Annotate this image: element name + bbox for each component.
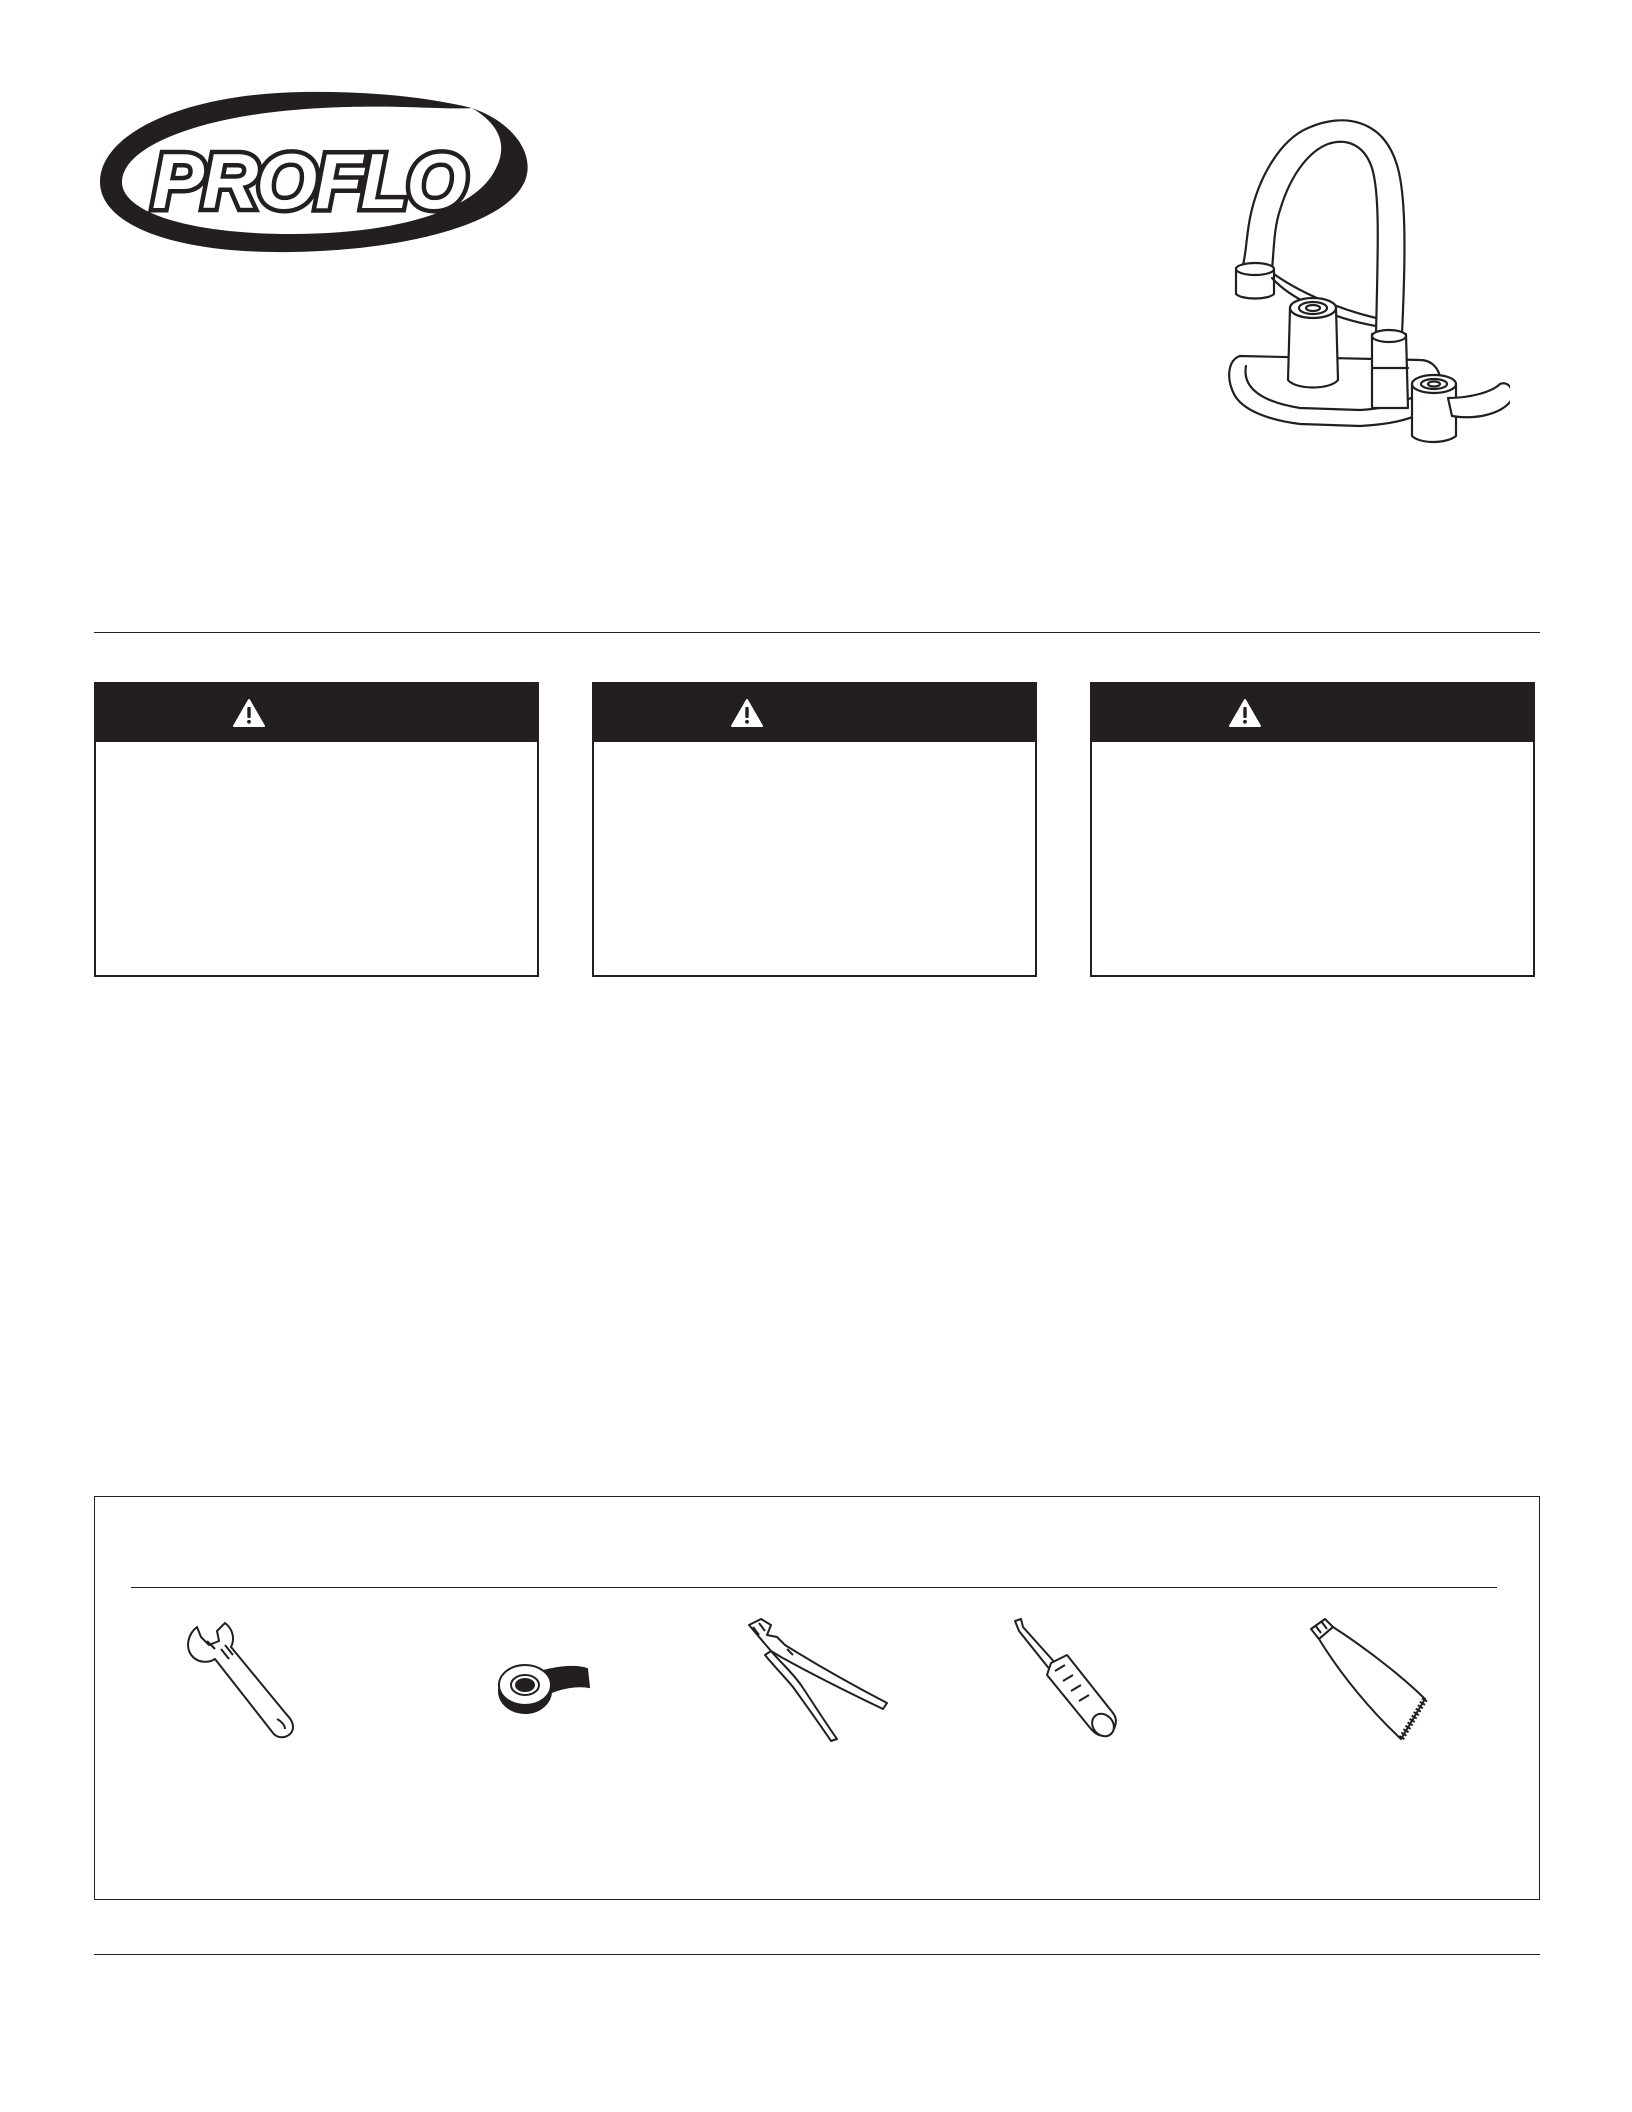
warning-triangle-icon [232, 698, 266, 728]
phillips-screwdriver-icon [1007, 1615, 1127, 1745]
warning-triangle-icon [1228, 698, 1262, 728]
warning-header [1092, 684, 1533, 742]
sealant-tube-icon [1301, 1615, 1431, 1745]
warning-box [94, 682, 539, 977]
adjustable-wrench-icon [181, 1615, 301, 1745]
top-divider [94, 632, 1540, 633]
logo-wordmark: PROFLO [152, 137, 465, 225]
plumbers-tape-icon [495, 1647, 595, 1737]
warning-box [592, 682, 1037, 977]
proflo-logo-mark [92, 82, 542, 262]
registered-mark: ® [507, 182, 517, 197]
tools-needed-panel [94, 1496, 1540, 1900]
warning-box [1090, 682, 1535, 977]
warning-triangle-icon [730, 698, 764, 728]
warnings-row [94, 682, 1540, 980]
faucet-illustration-icon [1150, 98, 1510, 498]
bottom-divider [94, 1954, 1540, 1955]
warning-header [96, 684, 537, 742]
tools-divider [131, 1587, 1497, 1588]
proflo-logo [92, 82, 542, 262]
warning-header [594, 684, 1035, 742]
channel-lock-pliers-icon [741, 1615, 891, 1745]
